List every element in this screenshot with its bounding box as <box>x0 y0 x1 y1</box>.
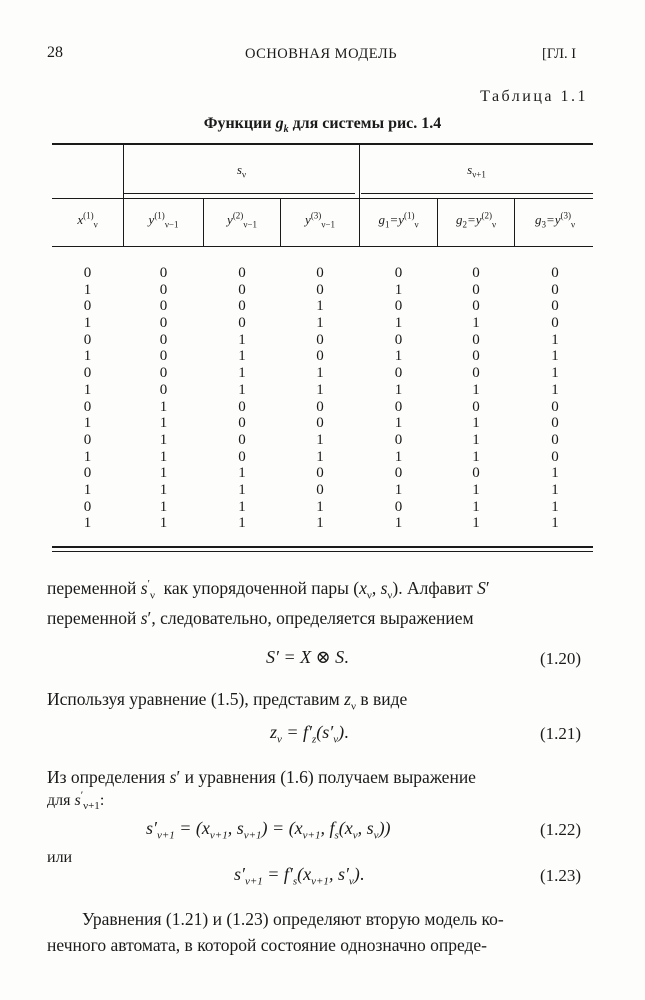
table-cell: 1 <box>83 448 92 465</box>
rule-bottom-1 <box>52 546 593 548</box>
table-cell: 1 <box>159 481 168 498</box>
table-cell: 0 <box>83 265 92 281</box>
table-cell: 0 <box>316 465 324 482</box>
table-cell: 0 <box>238 448 246 465</box>
table-cell: 0 <box>551 398 559 415</box>
table-cell: 1 <box>472 481 480 498</box>
table-cell: 0 <box>159 365 168 382</box>
table-cell: 1 <box>551 498 559 515</box>
table-cell: 0 <box>316 481 324 498</box>
para-line-7: нечного автомата, в которой состояние однозначно опреде- <box>47 935 488 955</box>
rule-mid <box>52 198 593 199</box>
table-cell: 0 <box>394 298 403 315</box>
para-line-5: для $s'_{\nu+1}$: <box>47 789 105 813</box>
table-cell: 1 <box>316 315 324 332</box>
table-title-prefix: Функции <box>203 115 272 132</box>
table-title-suffix: для системы рис. 1.4 <box>292 115 442 132</box>
table-cell: 0 <box>551 298 559 315</box>
table-cell: 1 <box>394 415 403 432</box>
table-cell: 0 <box>394 465 403 482</box>
table-cell: 0 <box>159 281 168 298</box>
table-cell: 1 <box>83 315 92 332</box>
table-cell: 1 <box>551 465 559 482</box>
col-header-y3: $y^{(3)}_{\nu-1}$ <box>305 210 335 230</box>
rule-sub-left <box>124 193 355 194</box>
table-cell: 0 <box>83 465 92 482</box>
equation-number-1-21: (1.21) <box>540 724 582 743</box>
table-cell: 0 <box>159 331 168 348</box>
table-cell: 0 <box>472 348 480 365</box>
table-column-7 <box>515 265 595 532</box>
table-column-4 <box>281 265 359 532</box>
table-cell: 0 <box>394 331 403 348</box>
para-line-3: Используя уравнение (1.5), представим $z_\nu$ в виде <box>47 689 408 713</box>
text-fragment: Из определения <box>47 767 166 787</box>
text-fragment: , следовательно, определяется выражением <box>151 608 474 628</box>
table-cell: 0 <box>394 498 403 515</box>
equation-1-20: S′ = X ⊗ S. <box>266 647 349 667</box>
table-cell: 0 <box>316 398 324 415</box>
para-line-2: переменной s′, следовательно, определяется выражением <box>47 608 474 628</box>
table-cell: 1 <box>238 381 246 398</box>
table-cell: 0 <box>238 265 246 281</box>
table-cell: 0 <box>159 298 168 315</box>
table-cell: 0 <box>551 415 559 432</box>
table-cell: 0 <box>238 415 246 432</box>
table-cell: 1 <box>394 448 403 465</box>
table-cell: 0 <box>159 381 168 398</box>
table-cell: 0 <box>159 265 168 281</box>
text-fragment: переменной <box>47 608 137 628</box>
equation-number-1-20: (1.20) <box>540 649 582 668</box>
rule-bottom-2 <box>52 551 593 552</box>
table-cell: 0 <box>472 365 480 382</box>
table-cell: 1 <box>316 515 324 532</box>
table-cell: 1 <box>316 381 324 398</box>
table-cell: 1 <box>238 365 246 382</box>
table-cell: 1 <box>83 348 92 365</box>
text-fragment: переменной <box>47 578 137 598</box>
group-header-s-nu-plus-1: $s_{\nu+1}$ <box>467 162 486 180</box>
equation-number-1-23: (1.23) <box>540 866 582 885</box>
col-header-y1: $y^{(1)}_{\nu-1}$ <box>148 210 179 230</box>
table-cell: 1 <box>316 448 324 465</box>
table-column-2 <box>124 265 203 532</box>
table-cell: 1 <box>316 431 324 448</box>
table-column-5 <box>360 265 437 532</box>
table-cell: 0 <box>316 415 324 432</box>
table-cell: 0 <box>83 365 92 382</box>
word-or: или <box>47 849 73 866</box>
table-cell: 0 <box>551 315 559 332</box>
table-cell: 1 <box>551 381 559 398</box>
table-cell: 1 <box>159 415 168 432</box>
table-cell: 1 <box>159 448 168 465</box>
table-cell: 1 <box>83 515 92 532</box>
table-cell: 1 <box>316 298 324 315</box>
table-cell: 0 <box>238 431 246 448</box>
table-cell: 0 <box>316 331 324 348</box>
table-cell: 0 <box>83 298 92 315</box>
table-cell: 1 <box>238 465 246 482</box>
equation-number-1-22: (1.22) <box>540 820 582 839</box>
para-line-6: Уравнения (1.21) и (1.23) определяют вторую модель ко- <box>82 909 504 929</box>
table-cell: 0 <box>394 365 403 382</box>
col-header-g2: $g_2=y^{(2)}_\nu$ <box>455 210 497 230</box>
table-cell: 0 <box>238 315 246 332</box>
text-fragment: в виде <box>360 689 408 709</box>
table-cell: 0 <box>238 298 246 315</box>
running-title: ОСНОВНАЯ МОДЕЛЬ <box>245 46 398 62</box>
table-cell: 1 <box>159 498 168 515</box>
table-cell: 0 <box>83 398 92 415</box>
table-cell: 1 <box>394 315 403 332</box>
para-line-1: переменной $s'_\nu$ как упорядоченной пары ($x_\nu$, $s_\nu$). Алфавит S′ <box>47 578 490 602</box>
table-cell: 0 <box>83 431 92 448</box>
vrule-0 <box>123 144 124 246</box>
table-cell: 1 <box>551 515 559 532</box>
text-fragment: Алфавит <box>406 578 473 598</box>
table-cell: 1 <box>472 515 480 532</box>
text-fragment: и уравнения (1.6) получаем выражение <box>184 767 476 787</box>
chapter-ref: [ГЛ. I <box>542 46 577 62</box>
table-cell: 1 <box>316 498 324 515</box>
table-cell: 0 <box>83 331 92 348</box>
table-cell: 1 <box>159 515 168 532</box>
table-cell: 0 <box>159 315 168 332</box>
table-cell: 0 <box>472 281 480 298</box>
table-cell: 1 <box>551 331 559 348</box>
rule-sub-right <box>361 193 593 194</box>
table-cell: 1 <box>394 381 403 398</box>
table-cell: 1 <box>83 281 92 298</box>
table-cell: 1 <box>159 398 168 415</box>
table-cell: 0 <box>472 398 480 415</box>
para-line-4: Из определения s′ и уравнения (1.6) получаем выражение <box>47 767 476 787</box>
table-cell: 0 <box>472 298 480 315</box>
table-cell: 1 <box>159 465 168 482</box>
table-cell: 1 <box>472 498 480 515</box>
table-cell: 1 <box>394 281 403 298</box>
table-cell: 0 <box>238 398 246 415</box>
table-cell: 1 <box>238 331 246 348</box>
table-title-symbol-sub: k <box>283 124 289 136</box>
table-cell: 1 <box>472 431 480 448</box>
equation-1-23: $s'_{\nu+1} = f'_s(x_{\nu+1}$, $s'_\nu$). <box>234 864 365 888</box>
table-cell: 0 <box>159 348 168 365</box>
table-cell: 0 <box>551 265 559 281</box>
equation-1-22: $s'_{\nu+1} = (x_{\nu+1}$, $s_{\nu+1}) = (x_{\nu+1}$, $f_s(x_\nu$, $s_\nu$)) <box>146 818 391 842</box>
col-header-x: $x^{(1)}_\nu$ <box>77 210 98 230</box>
table-cell: 1 <box>394 348 403 365</box>
table-cell: 1 <box>238 348 246 365</box>
table-cell: 0 <box>551 431 559 448</box>
vrule-3 <box>359 144 360 246</box>
equation-1-21: $z_\nu = f'_z(s'_\nu)$. <box>270 722 349 746</box>
table-cell: 0 <box>551 281 559 298</box>
table-cell: 1 <box>551 365 559 382</box>
page-number: 28 <box>47 44 63 61</box>
table-cell: 1 <box>472 315 480 332</box>
table-cell: 0 <box>316 348 324 365</box>
table-cell: 1 <box>83 481 92 498</box>
table-cell: 1 <box>83 415 92 432</box>
text-fragment: как упорядоченной пары <box>163 578 349 598</box>
table-cell: 1 <box>472 448 480 465</box>
table-cell: 1 <box>316 365 324 382</box>
table-cell: 0 <box>316 281 324 298</box>
text-fragment: для <box>47 792 71 809</box>
table-cell: 0 <box>394 265 403 281</box>
table-cell: 1 <box>238 515 246 532</box>
table-cell: 1 <box>551 348 559 365</box>
table-cell: 0 <box>472 265 480 281</box>
table-cell: 0 <box>394 431 403 448</box>
table-cell: 1 <box>238 481 246 498</box>
table-cell: 0 <box>551 448 559 465</box>
table-cell: 0 <box>83 498 92 515</box>
table-cell: 1 <box>472 381 480 398</box>
table-cell: 1 <box>238 498 246 515</box>
table-column-3 <box>204 265 280 532</box>
table-cell: 0 <box>238 281 246 298</box>
text-fragment: Используя уравнение (1.5), представим <box>47 689 340 709</box>
col-header-y2: $y^{(2)}_{\nu-1}$ <box>227 210 257 230</box>
rule-top <box>52 143 593 145</box>
group-header-s-nu: $s_\nu$ <box>236 162 247 180</box>
col-header-g3: $g_3=y^{(3)}_\nu$ <box>534 210 576 230</box>
table-title-symbol: g <box>275 115 284 132</box>
rule-header-bottom <box>52 246 593 247</box>
table-cell: 1 <box>551 481 559 498</box>
table-cell: 0 <box>472 465 480 482</box>
col-header-g1: $g_1=y^{(1)}_\nu$ <box>378 210 419 230</box>
table-cell: 1 <box>394 481 403 498</box>
table-cell: 0 <box>472 331 480 348</box>
table-cell: 0 <box>394 398 403 415</box>
table-column-1 <box>52 265 123 532</box>
table-cell: 1 <box>159 431 168 448</box>
table-cell: 0 <box>316 265 324 281</box>
table-title <box>0 115 645 136</box>
table-cell: 1 <box>472 415 480 432</box>
table-cell: 1 <box>394 515 403 532</box>
table-column-6 <box>438 265 514 532</box>
table-cell: 1 <box>83 381 92 398</box>
table-label: Таблица 1.1 <box>480 88 588 105</box>
